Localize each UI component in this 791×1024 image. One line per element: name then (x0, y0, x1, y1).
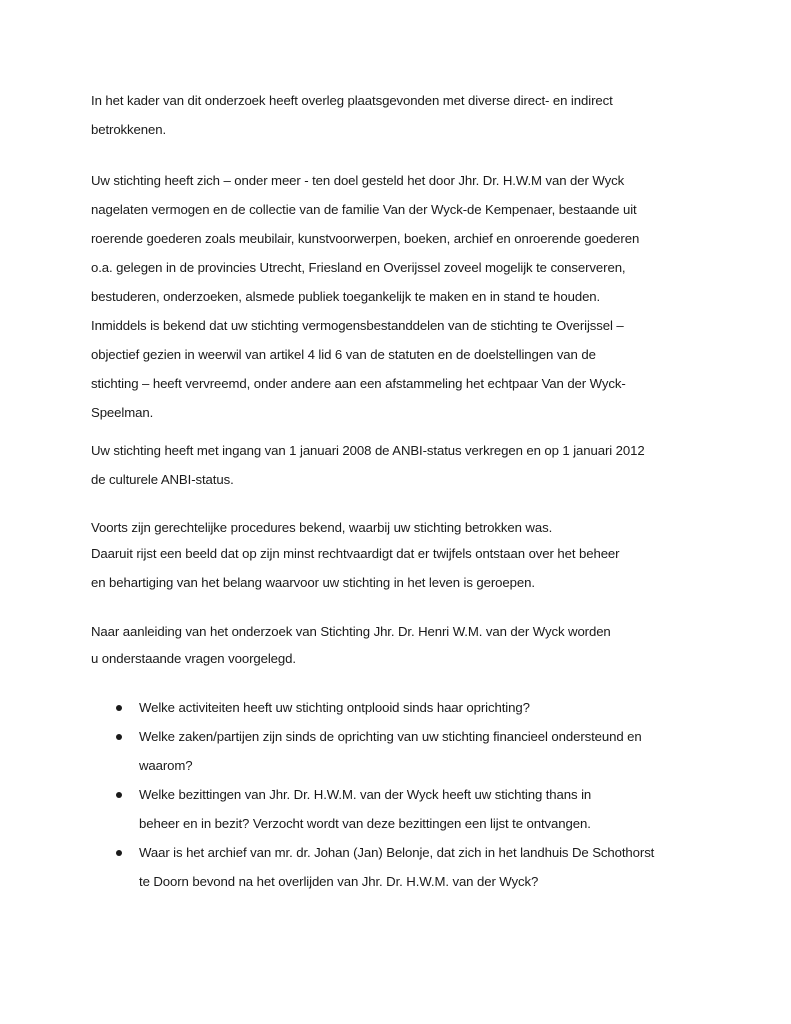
paragraph-line: u onderstaande vragen voorgelegd. (91, 651, 296, 666)
paragraph-line: de culturele ANBI-status. (91, 472, 234, 487)
paragraph-line: Uw stichting heeft met ingang van 1 januari 2008 de ANBI-status verkregen en op 1 januari 2012 (91, 443, 645, 458)
paragraph-line: betrokkenen. (91, 122, 167, 137)
list-item-line: Welke activiteiten heeft uw stichting ontplooid sinds haar oprichting? (139, 700, 530, 715)
list-item-line: Welke bezittingen van Jhr. Dr. H.W.M. van der Wyck heeft uw stichting thans in (139, 787, 592, 802)
paragraph-line: nagelaten vermogen en de collectie van de familie Van der Wyck-de Kempenaer, bestaande uit (91, 202, 637, 217)
paragraph-line: roerende goederen zoals meubilair, kunstvoorwerpen, boeken, archief en onroerende goederen (91, 231, 640, 246)
paragraph-line: o.a. gelegen in de provincies Utrecht, Friesland en Overijssel zoveel mogelijk te conserveren, (91, 260, 626, 275)
list-item-line: Welke zaken/partijen zijn sinds de oprichting van uw stichting financieel ondersteund en (139, 729, 642, 744)
list-item-line: beheer en in bezit? Verzocht wordt van deze bezittingen een lijst te ontvangen. (139, 816, 591, 831)
bullet-icon (116, 792, 122, 798)
paragraph-line: Uw stichting heeft zich – onder meer - ten doel gesteld het door Jhr. Dr. H.W.M van der Wyck (91, 173, 625, 188)
list-item-line: te Doorn bevond na het overlijden van Jhr. Dr. H.W.M. van der Wyck? (139, 874, 539, 889)
paragraph-line: bestuderen, onderzoeken, alsmede publiek toegankelijk te maken en in stand te houden. (91, 289, 601, 304)
paragraph-line: In het kader van dit onderzoek heeft overleg plaatsgevonden met diverse direct- en indirect (91, 93, 613, 108)
paragraph-line: en behartiging van het belang waarvoor uw stichting in het leven is geroepen. (91, 575, 535, 590)
bullet-icon (116, 734, 122, 740)
paragraph-line: Speelman. (91, 405, 154, 420)
paragraph-line: stichting – heeft vervreemd, onder andere aan een afstammeling het echtpaar Van der Wyck- (91, 376, 626, 391)
bullet-icon (116, 705, 122, 711)
bullet-icon (116, 850, 122, 856)
paragraph-line: Voorts zijn gerechtelijke procedures bekend, waarbij uw stichting betrokken was. (91, 520, 553, 535)
list-item-line: waarom? (139, 758, 193, 773)
list-item-line: Waar is het archief van mr. dr. Johan (Jan) Belonje, dat zich in het landhuis De Schothorst (139, 845, 655, 860)
paragraph-line: Daaruit rijst een beeld dat op zijn minst rechtvaardigt dat er twijfels ontstaan over het beheer (91, 546, 620, 561)
paragraph-line: Naar aanleiding van het onderzoek van Stichting Jhr. Dr. Henri W.M. van der Wyck worden (91, 624, 611, 639)
paragraph-line: objectief gezien in weerwil van artikel 4 lid 6 van de statuten en de doelstellingen van de (91, 347, 596, 362)
paragraph-line: Inmiddels is bekend dat uw stichting vermogensbestanddelen van de stichting te Overijssel – (91, 318, 624, 333)
